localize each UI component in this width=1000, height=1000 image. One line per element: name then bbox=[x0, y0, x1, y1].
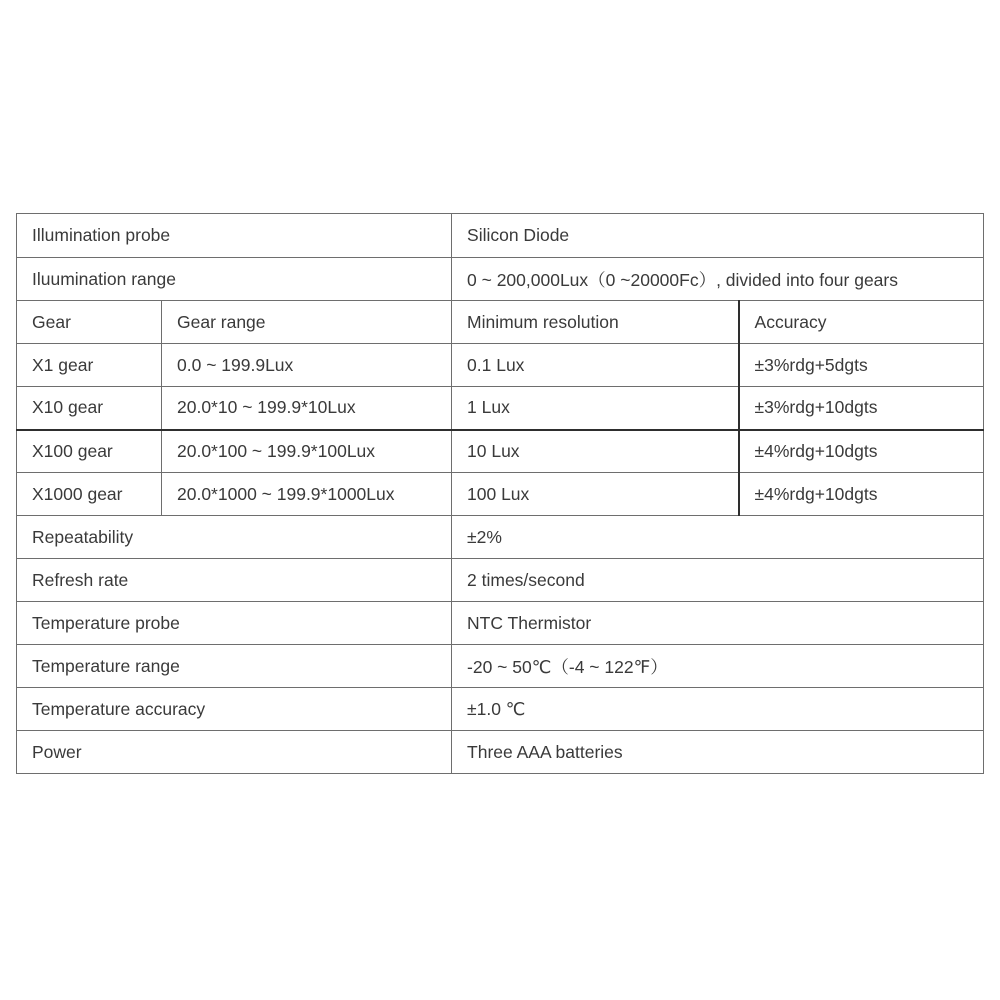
illumination-probe-value: Silicon Diode bbox=[452, 214, 984, 258]
table-row bbox=[17, 688, 984, 731]
accuracy-header: Accuracy bbox=[739, 301, 984, 344]
temperature-probe-value: NTC Thermistor bbox=[452, 602, 984, 645]
table-row bbox=[17, 258, 984, 301]
gear-name: X1 gear bbox=[17, 344, 162, 387]
gear-header: Gear bbox=[17, 301, 162, 344]
temperature-range-value: -20 ~ 50℃（-4 ~ 122℉） bbox=[452, 645, 984, 688]
gear-range: 0.0 ~ 199.9Lux bbox=[162, 344, 452, 387]
gear-row bbox=[17, 344, 984, 387]
table-row bbox=[17, 731, 984, 774]
gear-range: 20.0*1000 ~ 199.9*1000Lux bbox=[162, 473, 452, 516]
gear-resolution: 1 Lux bbox=[452, 387, 739, 430]
temperature-accuracy-value: ±1.0 ℃ bbox=[452, 688, 984, 731]
power-label: Power bbox=[17, 731, 452, 774]
gear-name: X1000 gear bbox=[17, 473, 162, 516]
spec-table bbox=[16, 213, 984, 774]
temperature-probe-label: Temperature probe bbox=[17, 602, 452, 645]
gear-range: 20.0*10 ~ 199.9*10Lux bbox=[162, 387, 452, 430]
table-row bbox=[17, 559, 984, 602]
table-row bbox=[17, 516, 984, 559]
temperature-range-label: Temperature range bbox=[17, 645, 452, 688]
repeatability-value: ±2% bbox=[452, 516, 984, 559]
gear-row bbox=[17, 473, 984, 516]
gear-row bbox=[17, 387, 984, 430]
gear-header-row bbox=[17, 301, 984, 344]
gear-name: X10 gear bbox=[17, 387, 162, 430]
refresh-rate-label: Refresh rate bbox=[17, 559, 452, 602]
illumination-probe-label: Illumination probe bbox=[17, 214, 452, 258]
gear-accuracy: ±4%rdg+10dgts bbox=[739, 430, 984, 473]
gear-resolution: 100 Lux bbox=[452, 473, 739, 516]
illumination-range-value: 0 ~ 200,000Lux（0 ~20000Fc）, divided into four gears bbox=[452, 258, 984, 301]
gear-name: X100 gear bbox=[17, 430, 162, 473]
repeatability-label: Repeatability bbox=[17, 516, 452, 559]
table-row bbox=[17, 602, 984, 645]
gear-accuracy: ±4%rdg+10dgts bbox=[739, 473, 984, 516]
gear-resolution: 0.1 Lux bbox=[452, 344, 739, 387]
temperature-accuracy-label: Temperature accuracy bbox=[17, 688, 452, 731]
power-value: Three AAA batteries bbox=[452, 731, 984, 774]
table-row bbox=[17, 645, 984, 688]
min-resolution-header: Minimum resolution bbox=[452, 301, 739, 344]
gear-range-header: Gear range bbox=[162, 301, 452, 344]
gear-range: 20.0*100 ~ 199.9*100Lux bbox=[162, 430, 452, 473]
gear-row bbox=[17, 430, 984, 473]
gear-accuracy: ±3%rdg+10dgts bbox=[739, 387, 984, 430]
illumination-range-label: Iluumination range bbox=[17, 258, 452, 301]
gear-accuracy: ±3%rdg+5dgts bbox=[739, 344, 984, 387]
refresh-rate-value: 2 times/second bbox=[452, 559, 984, 602]
table-row bbox=[17, 214, 984, 258]
gear-resolution: 10 Lux bbox=[452, 430, 739, 473]
